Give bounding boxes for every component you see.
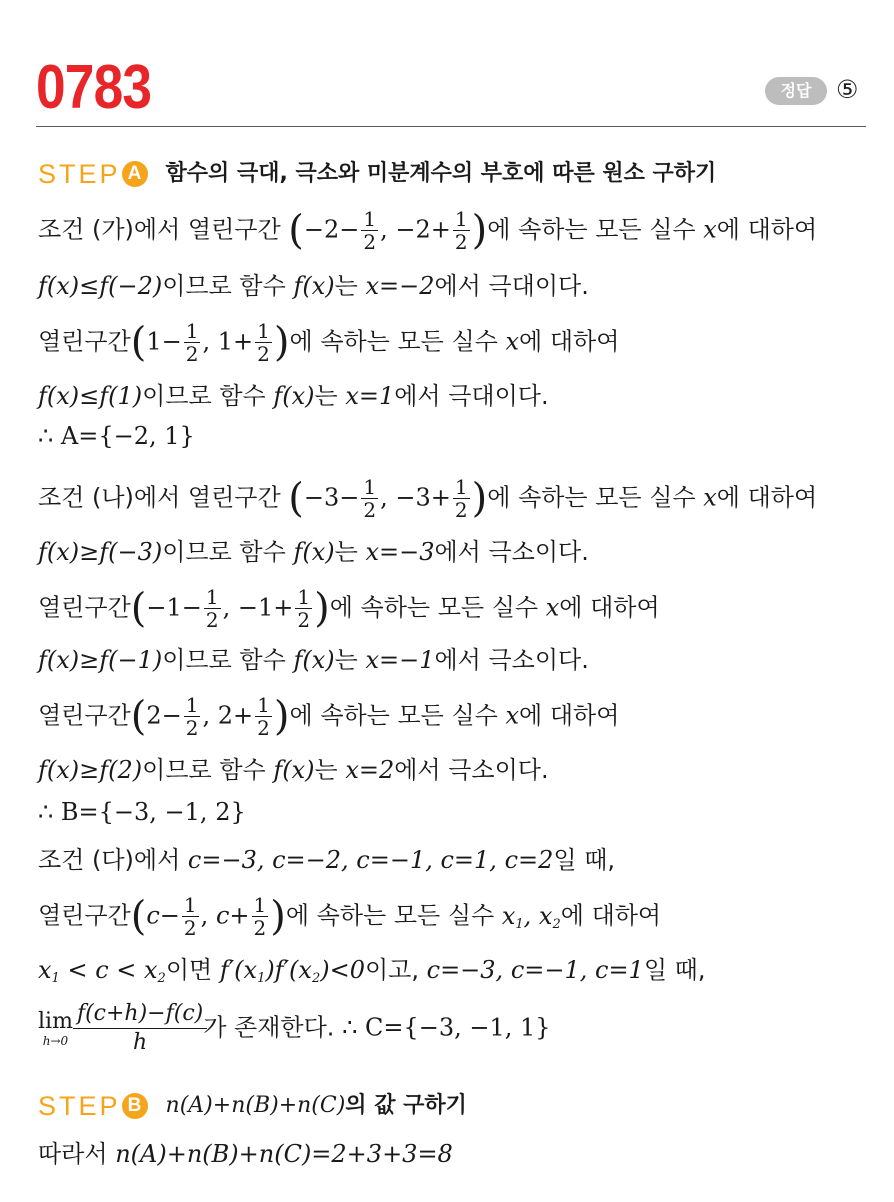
interval-right: 2+ [217,701,254,730]
inequality: f(x)≥f(−3) [38,538,163,566]
line-8-text: 열린구간 [38,593,131,622]
half-fraction: $\frac{1}{2}$ [205,585,219,632]
func-fx: f(x) [273,382,315,410]
header-divider [36,126,866,127]
func-fx: f(x) [293,538,335,566]
line-17-text: 따라서 [38,1140,108,1168]
close-paren: ) [273,693,290,740]
line-11-text3: 에서 극소이다. [394,756,549,784]
line-4-text3: 에서 극대이다. [394,382,549,410]
half-fraction: $\frac{1}{2}$ [185,319,199,366]
line-13 [38,844,615,876]
line-8-text2: 에 속하는 모든 실수 [329,593,539,622]
open-paren: ( [288,207,304,254]
half-fraction: $\frac{1}{2}$ [185,693,199,740]
step-b-letter-icon: B [122,1093,148,1119]
func-fx: f(x) [293,272,335,300]
half-fraction: $\frac{1}{2}$ [363,475,377,522]
final-result: n(A)+n(B)+n(C)=2+3+3=8 [115,1140,453,1168]
close-paren: ) [314,585,330,632]
line-3-text: 열린구간 [38,327,131,356]
line-7-text: 이므로 함수 [162,538,286,566]
x-value: x=−1 [365,646,435,674]
half-fraction: $\frac{1}{2}$ [454,207,468,254]
problem-header [0,0,894,130]
line-11 [38,754,549,786]
answer-label-badge: 정답 [765,77,827,105]
step-b-word: STEP [38,1091,121,1121]
line-7-text3: 에서 극소이다. [434,538,589,566]
answer-value: ⑤ [836,75,859,104]
func-fx: f(x) [273,756,315,784]
line-9-text2: 는 [334,646,358,674]
var-x: x [703,483,717,512]
inequality: f(x)≥f(−1) [38,646,163,674]
problem-number: 0783 [36,53,152,122]
var-x: x [545,593,560,622]
line-14: 열린구간(c− $\frac{1}{2}$ , c+ $\frac{1}{2}$ )에 속하는 모든 실수 $x_1$, $x_2$에 대하여 [38,893,662,940]
open-paren: ( [130,893,147,940]
half-fraction: $\frac{1}{2}$ [183,893,197,940]
line-5-set-a: ∴ A={−2, 1} [38,422,195,450]
line-10-end: 에 대하여 [519,701,620,730]
line-15 [38,954,705,995]
line-16-set-c: ∴ C={−3, −1, 1} [342,1013,551,1042]
interval-right: c+ [215,901,250,930]
func-fx: f(x) [293,646,335,674]
line-4-text: 이므로 함수 [142,382,266,410]
line-16-text: 가 존재한다. [203,1013,335,1042]
line-10-text: 열린구간 [38,701,131,730]
half-fraction: $\frac{1}{2}$ [253,893,267,940]
line-1: 조건 (가)에서 열린구간 (−2− $\frac{1}{2}$ , −2+ $\frac{1}{2}$ )에 속하는 모든 실수 x에 대하여 [38,207,818,254]
var-x: x [703,215,717,244]
half-fraction: $\frac{1}{2}$ [257,693,270,740]
step-b-title: 의 값 구하기 [345,1093,467,1118]
line-7-text2: 는 [334,538,358,566]
line-13-end: 일 때, [553,846,616,874]
line-7 [38,536,589,568]
step-a-title: 함수의 극대, 극소와 미분계수의 부호에 따른 원소 구하기 [165,161,717,186]
line-14-text2: 에 속하는 모든 실수 [285,901,495,930]
line-2-text3: 에서 극대이다. [434,272,589,300]
line-1-end: 에 대하여 [716,215,818,244]
x-value: x=1 [345,382,395,410]
interval-right: −1+ [237,593,294,622]
line-11-text2: 는 [314,756,338,784]
interval-left: 1− [146,327,182,356]
line-3-end: 에 대하여 [519,327,620,356]
interval-right: −2+ [395,215,451,244]
x-value: x=−3 [365,538,435,566]
line-8: 열린구간(−1− $\frac{1}{2}$ , −1+ $\frac{1}{2}$ )에 속하는 모든 실수 x에 대하여 [38,585,660,632]
line-2-text: 이므로 함수 [162,272,286,300]
line-16 [38,1000,551,1057]
open-paren: ( [130,319,147,366]
line-2-text2: 는 [334,272,358,300]
line-6-text: 조건 (나)에서 열린구간 [38,483,281,512]
var-x1-x2: $x_1$, $x_2$ [501,901,561,932]
line-10: 열린구간(2− $\frac{1}{2}$ , 2+ $\frac{1}{2}$ )에 속하는 모든 실수 x에 대하여 [38,693,620,740]
half-fraction: $\frac{1}{2}$ [297,585,311,632]
interval-left: −2− [303,215,360,244]
half-fraction: $\frac{1}{2}$ [363,207,377,254]
line-17 [38,1138,453,1170]
var-x: x [505,701,520,730]
line-1-text: 조건 (가)에서 열린구간 [38,215,281,244]
step-a-letter-icon: A [122,161,148,187]
open-paren: ( [130,693,147,740]
var-x: x [505,327,520,356]
inequality: f(x)≥f(2) [38,756,143,784]
line-3: 열린구간(1− $\frac{1}{2}$ , 1+ $\frac{1}{2}$ )에 속하는 모든 실수 x에 대하여 [38,319,620,366]
line-10-text2: 에 속하는 모든 실수 [289,701,498,730]
line-12-set-b: ∴ B={−3, −1, 2} [38,798,246,826]
line-14-text: 열린구간 [38,901,131,930]
line-14-end: 에 대하여 [560,901,662,930]
x-value: x=2 [345,756,395,784]
step-a-word: STEP [38,159,121,189]
derivative-product: $f'(x_1)f'(x_2)<0$ [219,956,365,986]
line-11-text: 이므로 함수 [142,756,266,784]
line-13-math: c=−3, c=−2, c=−1, c=1, c=2 [187,846,554,874]
line-13-text: 조건 (다)에서 [38,846,181,874]
line-15-math: c=−3, c=−1, c=1 [426,956,644,984]
half-fraction: $\frac{1}{2}$ [454,475,468,522]
x1-lt-c-lt-x2: $x_1 < c < x_2$ [38,956,166,986]
step-b-heading [38,1090,467,1122]
difference-quotient: $\frac{f(c+h)-f(c)}{h}$ [77,1000,203,1057]
x-value: x=−2 [365,272,435,300]
close-paren: ) [471,207,488,254]
interval-left: −1− [146,593,202,622]
limit-operator: lim h→0 [38,1008,73,1048]
line-3-text2: 에 속하는 모든 실수 [289,327,498,356]
open-paren: ( [130,585,147,632]
close-paren: ) [270,893,286,940]
interval-left: 2− [146,701,182,730]
half-fraction: $\frac{1}{2}$ [257,319,270,366]
interval-left: c− [146,901,180,930]
line-8-end: 에 대하여 [559,593,660,622]
line-4 [38,380,549,412]
step-b-expression: n(A)+n(B)+n(C) [165,1093,346,1118]
line-1-text2: 에 속하는 모든 실수 [487,215,696,244]
line-15-text2: 이고, [364,956,419,984]
open-paren: ( [288,475,304,522]
line-15-end: 일 때, [643,956,706,984]
line-9-text: 이므로 함수 [162,646,286,674]
line-9 [38,644,589,676]
line-6-text2: 에 속하는 모든 실수 [487,483,696,512]
line-6: 조건 (나)에서 열린구간 (−3− $\frac{1}{2}$ , −3+ $\frac{1}{2}$ )에 속하는 모든 실수 x에 대하여 [38,475,818,522]
interval-left: −3− [303,483,360,512]
close-paren: ) [471,475,488,522]
close-paren: ) [273,319,290,366]
step-a-heading [38,158,716,190]
inequality: f(x)≤f(1) [38,382,143,410]
line-9-text3: 에서 극소이다. [434,646,589,674]
line-2 [38,270,589,302]
line-15-text: 이면 [165,956,213,984]
line-6-end: 에 대하여 [716,483,818,512]
interval-right: 1+ [217,327,254,356]
interval-right: −3+ [395,483,451,512]
inequality: f(x)≤f(−2) [38,272,163,300]
line-4-text2: 는 [314,382,338,410]
